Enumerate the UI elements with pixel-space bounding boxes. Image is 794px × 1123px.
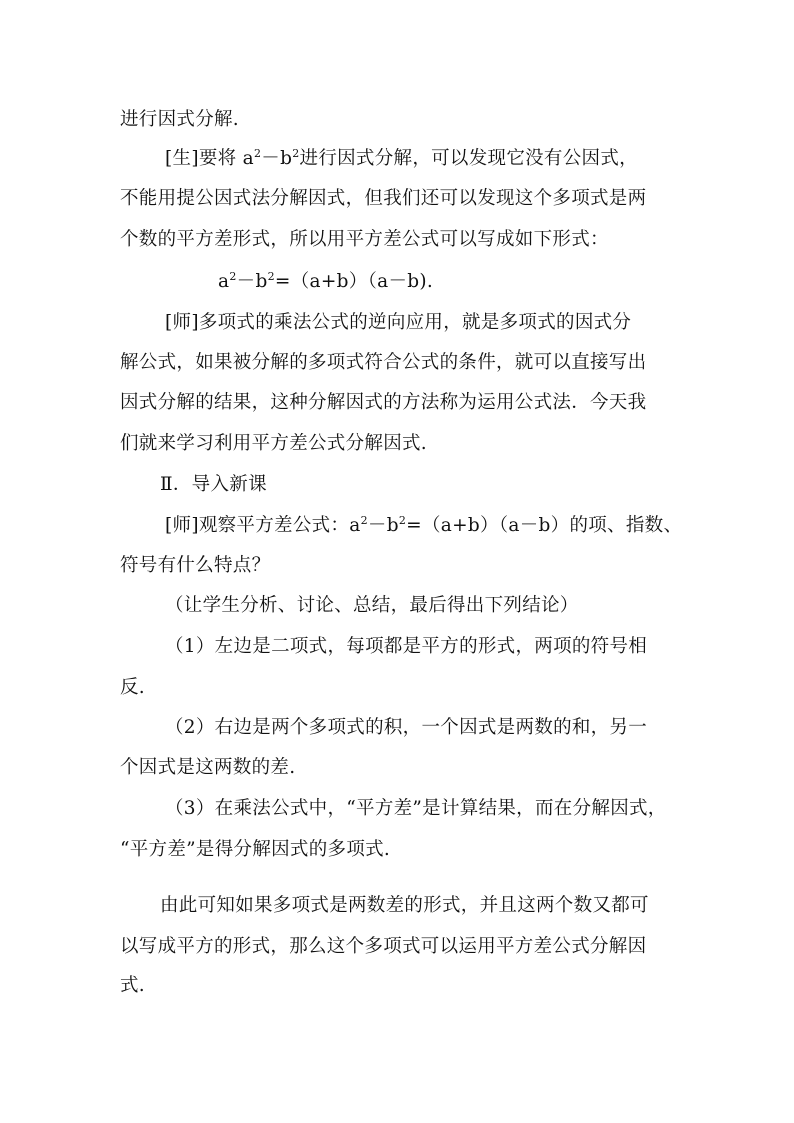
- text-run: 因式分解的结果，这种分解因式的方法称为运用公式法．今天我: [120, 392, 647, 413]
- superscript: 2: [398, 513, 407, 527]
- text-run: 以写成平方的形式，那么这个多项式可以运用平方差公式分解因: [120, 936, 647, 957]
- text-line: [120, 224, 609, 256]
- text-line: [165, 793, 667, 825]
- text-run: 不能用提公因式法分解因式，但我们还可以发现这个多项式是两: [120, 188, 647, 209]
- text-line: [120, 550, 270, 582]
- text-run: =（a+b）（a－b）的项、指数、: [406, 515, 683, 536]
- text-run: =（a+b）（a－b).: [274, 271, 434, 292]
- text-run: 反.: [120, 677, 145, 698]
- text-line: [160, 469, 267, 501]
- text-run: 个因式是这两数的差.: [120, 757, 296, 778]
- text-run: 个数的平方差形式，所以用平方差公式可以写成如下形式：: [120, 229, 609, 250]
- text-run: （3）在乘法公式中，“平方差”是计算结果，而在分解因式，: [165, 798, 667, 819]
- text-line: [120, 970, 145, 1002]
- text-line: [165, 631, 647, 663]
- text-run: “平方差”是得分解因式的多项式.: [120, 839, 391, 860]
- superscript: 2: [292, 146, 300, 160]
- text-line: [218, 266, 433, 298]
- text-line: [120, 183, 646, 215]
- superscript: 2: [253, 146, 262, 160]
- text-line: [120, 672, 145, 704]
- text-line: [165, 307, 631, 339]
- text-run: [生]要将 a: [165, 148, 254, 169]
- text-line: [165, 510, 682, 542]
- text-run: 解公式，如果被分解的多项式符合公式的条件，就可以直接写出: [120, 352, 647, 373]
- text-line: [120, 931, 646, 963]
- text-line: [120, 428, 427, 460]
- text-run: （2）右边是两个多项式的积，一个因式是两数的和，另一: [165, 717, 648, 738]
- text-line: [120, 834, 390, 866]
- text-run: －b: [261, 148, 293, 169]
- text-line: [120, 347, 646, 379]
- text-line: [165, 143, 638, 175]
- text-line: [120, 104, 239, 136]
- text-line: [120, 387, 646, 419]
- text-run: [师]多项式的乘法公式的逆向应用，就是多项式的因式分: [165, 312, 632, 333]
- text-line: [165, 590, 579, 622]
- superscript: 2: [229, 269, 237, 283]
- text-run: 们就来学习利用平方差公式分解因式.: [120, 433, 427, 454]
- text-run: －b: [367, 515, 399, 536]
- text-run: 进行因式分解.: [120, 109, 239, 130]
- text-run: 符号有什么特点？: [120, 555, 271, 576]
- superscript: 2: [267, 269, 275, 283]
- text-run: a: [218, 271, 230, 292]
- text-run: Ⅱ．导入新课: [160, 474, 267, 495]
- text-run: 式.: [120, 975, 145, 996]
- superscript: 2: [360, 513, 368, 527]
- text-run: －b: [236, 271, 268, 292]
- text-run: （1）左边是二项式，每项都是平方的形式，两项的符号相: [165, 636, 648, 657]
- text-run: [师]观察平方差公式：a: [165, 515, 361, 536]
- text-run: （让学生分析、讨论、总结，最后得出下列结论）: [165, 595, 579, 616]
- text-run: 由此可知如果多项式是两数差的形式，并且这两个数又都可: [160, 895, 649, 916]
- text-line: [160, 890, 649, 922]
- text-line: [165, 712, 647, 744]
- text-line: [120, 752, 295, 784]
- text-run: 进行因式分解，可以发现它没有公因式，: [299, 148, 638, 169]
